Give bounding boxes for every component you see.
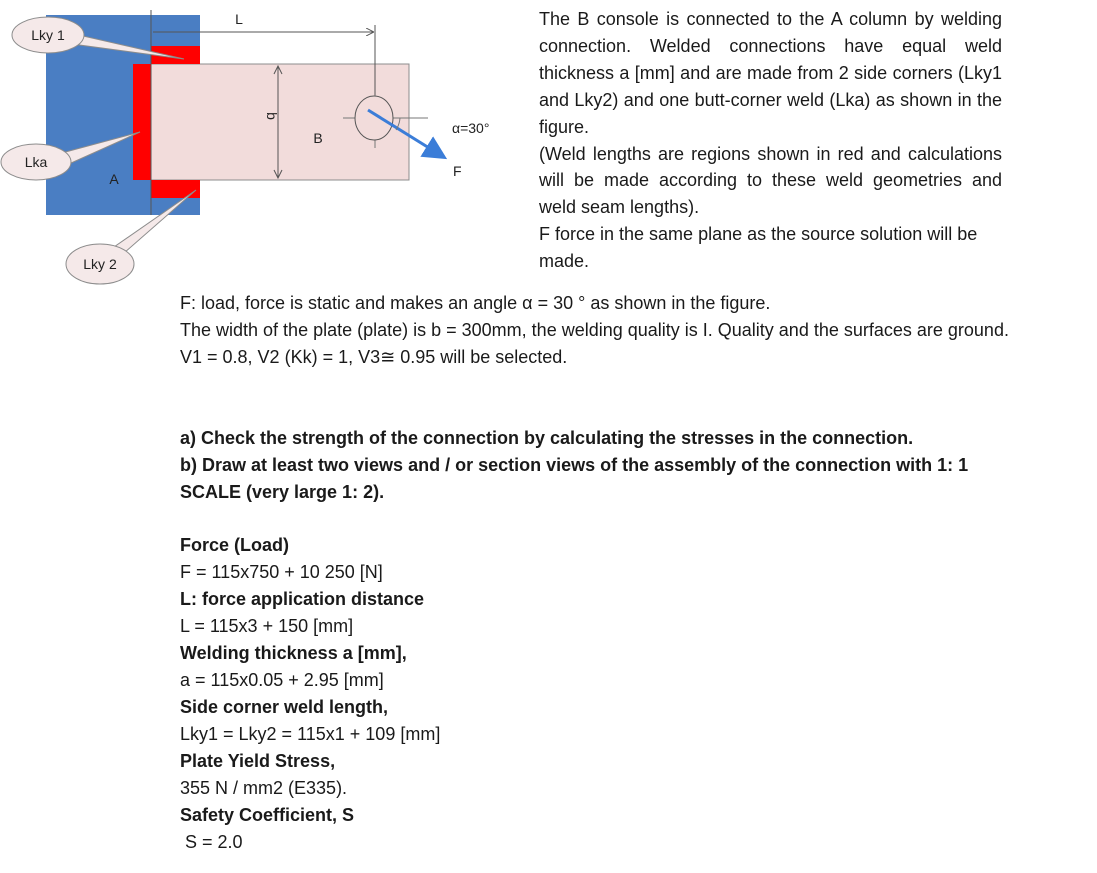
dimension-l-label: L xyxy=(235,11,243,27)
column-a-label: A xyxy=(109,171,119,187)
problem-description xyxy=(539,6,1002,275)
console-b-label: B xyxy=(313,130,323,146)
problem-tasks xyxy=(180,425,1010,506)
parameter-line: F: load, force is static and makes an angle α = 30 ° as shown in the figure. xyxy=(180,293,771,313)
weld-lky2 xyxy=(151,180,200,198)
description-paragraph: The B console is connected to the A column by welding connection. Welded connections have equal weld thickness a [mm] and are made from 2 side corners (Lky1 and Lky2) and one butt-corner weld (Lka) as shown in the figure. xyxy=(539,9,1002,137)
task-a: a) Check the strength of the connection by calculating the stresses in the connection. xyxy=(180,428,914,448)
description-paragraph: (Weld lengths are regions shown in red and calculations will be made according to these weld geometries and weld seam lengths). xyxy=(539,143,1002,218)
task-b: b) Draw at least two views and / or section views of the assembly of the connection with 1: 1 SCALE (very large 1: 2). xyxy=(180,455,969,502)
weld-lka xyxy=(133,64,151,180)
callout-lky1-text: Lky 1 xyxy=(31,27,65,43)
safety-heading: Safety Coefficient, S xyxy=(180,805,355,825)
safety-value: S = 2.0 xyxy=(180,832,243,852)
force-label: F xyxy=(453,163,462,179)
callout-lky2-text: Lky 2 xyxy=(83,256,117,272)
thickness-value: a = 115x0.05 + 2.95 [mm] xyxy=(180,670,384,690)
input-data xyxy=(180,532,1010,856)
dimension-b-label: b xyxy=(264,112,280,120)
force-value: F = 115x750 + 10 250 [N] xyxy=(180,562,383,582)
thickness-heading: Welding thickness a [mm], xyxy=(180,643,407,663)
load-point-circle xyxy=(355,96,393,140)
parameter-line: The width of the plate (plate) is b = 300mm, the welding quality is I. Quality and the surfaces are ground. xyxy=(180,320,1009,340)
callout-lka-text: Lka xyxy=(24,154,48,170)
angle-label: α=30° xyxy=(452,120,490,136)
side-weld-heading: Side corner weld length, xyxy=(180,697,389,717)
yield-value: 355 N / mm2 (E335). xyxy=(180,778,348,798)
weld-connection-figure xyxy=(0,0,530,290)
side-weld-value: Lky1 = Lky2 = 115x1 + 109 [mm] xyxy=(180,724,441,744)
yield-heading: Plate Yield Stress, xyxy=(180,751,336,771)
distance-heading: L: force application distance xyxy=(180,589,425,609)
problem-parameters xyxy=(180,290,1010,371)
force-heading: Force (Load) xyxy=(180,535,290,555)
description-paragraph: F force in the same plane as the source solution will be made. xyxy=(539,224,978,272)
parameter-line: V1 = 0.8, V2 (Kk) = 1, V3≅ 0.95 will be selected. xyxy=(180,347,568,367)
distance-value: L = 115x3 + 150 [mm] xyxy=(180,616,354,636)
